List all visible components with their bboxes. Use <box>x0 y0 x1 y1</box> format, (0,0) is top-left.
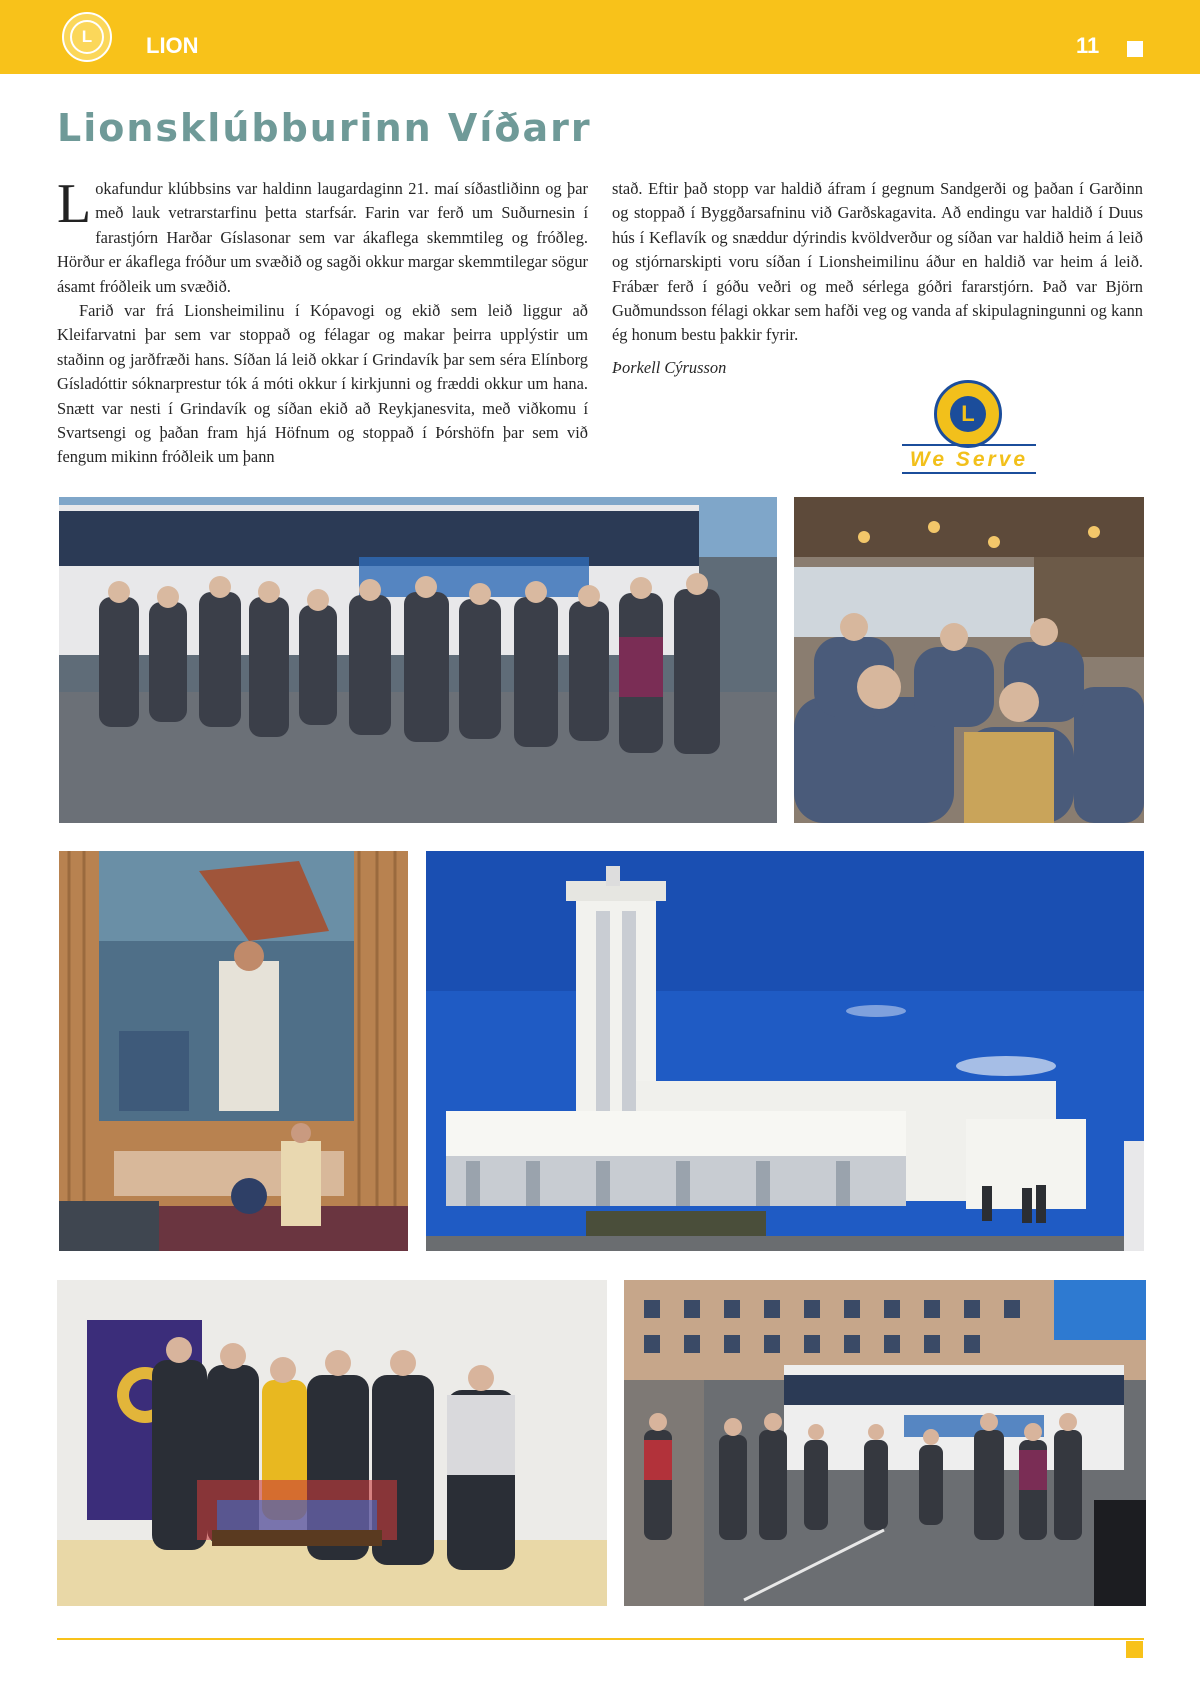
article-column-right <box>612 177 1143 380</box>
photo-handshake-meeting <box>57 1280 607 1606</box>
article-author: Þorkell Cýrusson <box>612 357 727 377</box>
lions-emblem-icon <box>934 380 1002 448</box>
paragraph-3: stað. Eftir það stopp var haldið áfram í gegnum Sandgerði og þaðan í Garðinn og stoppað í Byggðarsafninu við Garðskagavita. Að endingu var haldið í Duus hús í Keflavík og snæddur dýrindis kvöldverður og síðan var haldið heim á leið og stjórnarskipti voru síðan í Lionsheimilinu áður en haldið var heim á leið. Frábær ferð í góðu veðri og með sérlega góðri fararstjórn. Það var Björn Guðmundsson félagi okkar sem hafði veg og vanda af skipulagningunni og kann ég honum bestu þakkir fyrir. <box>612 179 1143 345</box>
lions-logo-icon <box>62 12 112 62</box>
lions-logo-letter: L <box>70 20 104 54</box>
drop-cap: L <box>57 173 92 235</box>
emblem-rule-bottom <box>902 472 1036 474</box>
photo-restaurant-interior <box>794 497 1144 823</box>
page-number: 11 <box>1076 33 1100 58</box>
paragraph-1-text: okafundur klúbbsins var haldinn laugardaginn 21. maí síðastliðinn og þar með lauk vetrarstarfinu þetta starfsár. Farin var ferð um Suðurnesin í farastjórn Harðar Gíslasonar sem var ákaflega skemmtileg og fróðleg. Hörður er ákaflega fróður um svæðið og sagði okkur margar skemmtilegar sögur ásamt fróðleik um svæðið. <box>57 179 588 296</box>
emblem-rule-top <box>902 444 1036 446</box>
page-header <box>0 0 1200 74</box>
photo-lighthouse-building <box>426 851 1144 1251</box>
footer-rule <box>57 1638 1144 1640</box>
article-column-left <box>57 173 588 470</box>
photo-church-altar <box>59 851 408 1251</box>
paragraph-1 <box>57 173 588 299</box>
emblem-letter: L <box>950 396 986 432</box>
header-square-icon <box>1127 41 1143 57</box>
footer-square-icon <box>1126 1641 1143 1658</box>
photo-parking-lot-group <box>624 1280 1146 1606</box>
paragraph-2: Farið var frá Lionsheimilinu í Kópavogi og ekið sem leið liggur að Kleifarvatni þar sem var stoppað og félagar og makar þeirra upplýstir um staðinn og jarðfræði hans. Síðan lá leið okkar í Grindavík þar sem séra Elínborg Gísladóttir sóknarprestur tók á móti okkur í kirkjunni og fræddi okkur um hana. Snætt var nesti í Grindavík og síðan ekið að Reykjanesvita, með viðkomu í Svartsengi og þaðan fram hjá Höfnum og stoppað í Þórshöfn þar sem við fengum mikinn fróðleik um þann <box>57 301 588 467</box>
photo-group-by-bus <box>59 497 777 823</box>
emblem-motto: We Serve <box>909 448 1029 471</box>
lions-we-serve-emblem <box>902 378 1036 472</box>
magazine-title: LION <box>146 33 199 58</box>
article-title: Lionsklúbburinn Víðarr <box>57 106 592 150</box>
